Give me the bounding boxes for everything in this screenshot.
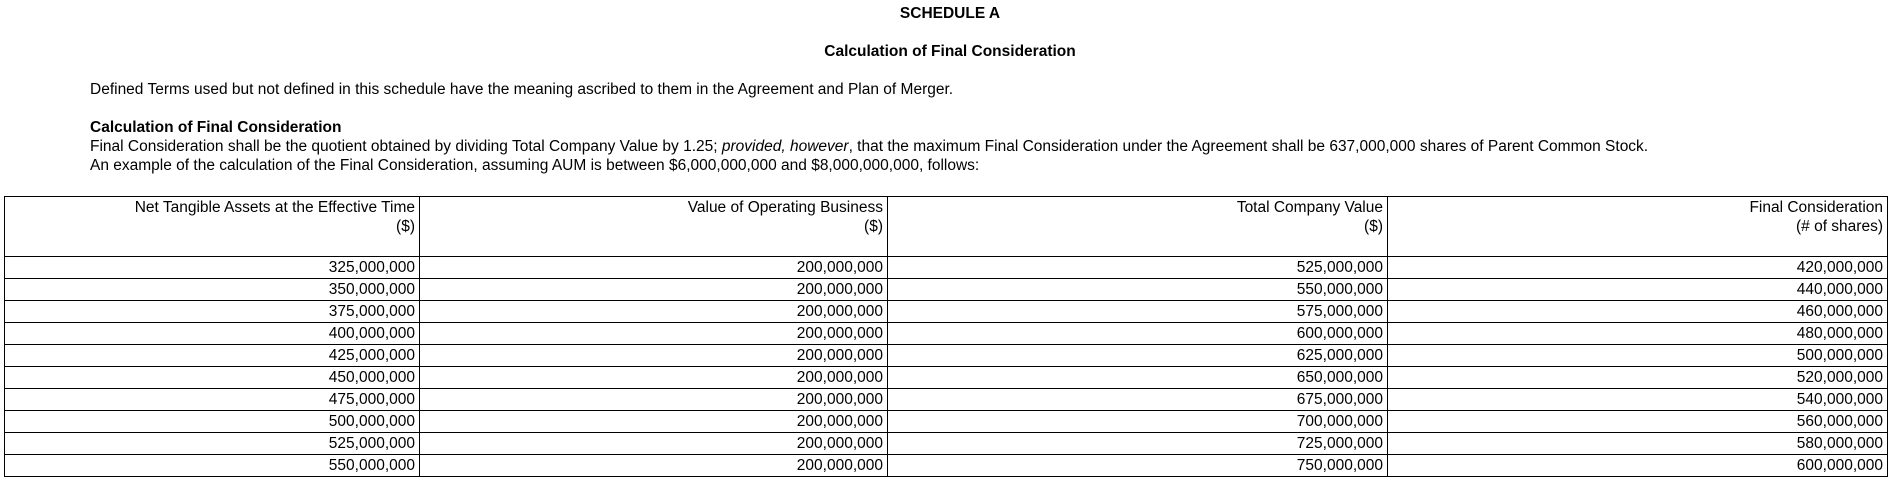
final-consideration-cell: 420,000,000	[1388, 257, 1888, 279]
final-consideration-cell: 580,000,000	[1388, 433, 1888, 455]
final-consideration-cell: 440,000,000	[1388, 279, 1888, 301]
operating-business-value-cell: 200,000,000	[420, 411, 888, 433]
net-tangible-assets-cell: 375,000,000	[5, 301, 420, 323]
consideration-table	[4, 196, 1888, 477]
operating-business-value-cell: 200,000,000	[420, 367, 888, 389]
net-tangible-assets-cell: 450,000,000	[5, 367, 420, 389]
total-company-value-cell: 550,000,000	[888, 279, 1388, 301]
schedule-title: SCHEDULE A	[899, 5, 1001, 22]
total-company-value-cell: 700,000,000	[888, 411, 1388, 433]
table-body	[5, 257, 1888, 477]
final-consideration-cell: 520,000,000	[1388, 367, 1888, 389]
operating-business-value-cell: 200,000,000	[420, 323, 888, 345]
table-row	[5, 279, 1888, 301]
final-consideration-cell: 540,000,000	[1388, 389, 1888, 411]
net-tangible-assets-cell: 325,000,000	[5, 257, 420, 279]
final-consideration-cell: 500,000,000	[1388, 345, 1888, 367]
table-row	[5, 367, 1888, 389]
header-final-consideration	[1388, 197, 1888, 257]
header-unit: ($)	[396, 218, 415, 235]
total-company-value-cell: 675,000,000	[888, 389, 1388, 411]
header-unit: ($)	[864, 218, 883, 235]
header-label: Net Tangible Assets at the Effective Time	[134, 199, 415, 216]
header-unit: (# of shares)	[1795, 218, 1883, 235]
operating-business-value-cell: 200,000,000	[420, 279, 888, 301]
net-tangible-assets-cell: 350,000,000	[5, 279, 420, 301]
header-net-tangible-assets	[5, 197, 420, 257]
net-tangible-assets-cell: 475,000,000	[5, 389, 420, 411]
table-row	[5, 433, 1888, 455]
header-total-company-value	[888, 197, 1388, 257]
operating-business-value-cell: 200,000,000	[420, 345, 888, 367]
header-unit: ($)	[1364, 218, 1383, 235]
net-tangible-assets-cell: 425,000,000	[5, 345, 420, 367]
consideration-definition-paragraph	[90, 138, 1648, 156]
header-label: Final Consideration	[1749, 199, 1883, 216]
total-company-value-cell: 725,000,000	[888, 433, 1388, 455]
operating-business-value-cell: 200,000,000	[420, 433, 888, 455]
table-row	[5, 411, 1888, 433]
table-row	[5, 455, 1888, 477]
net-tangible-assets-cell: 400,000,000	[5, 323, 420, 345]
header-label: Total Company Value	[1236, 199, 1383, 216]
paragraph-text: , that the maximum Final Consideration under the Agreement shall be 637,000,000 shares of Parent Common Stock.	[848, 138, 1649, 155]
final-consideration-cell: 600,000,000	[1388, 455, 1888, 477]
section-heading: Calculation of Final Consideration	[90, 119, 342, 136]
operating-business-value-cell: 200,000,000	[420, 257, 888, 279]
intro-paragraph: Defined Terms used but not defined in this schedule have the meaning ascribed to them in the Agreement and Plan of Merger.	[90, 81, 954, 98]
total-company-value-cell: 600,000,000	[888, 323, 1388, 345]
table-header-row	[5, 197, 1888, 257]
schedule-subtitle: Calculation of Final Consideration	[824, 43, 1076, 60]
final-consideration-cell: 560,000,000	[1388, 411, 1888, 433]
operating-business-value-cell: 200,000,000	[420, 389, 888, 411]
final-consideration-cell: 460,000,000	[1388, 301, 1888, 323]
final-consideration-cell: 480,000,000	[1388, 323, 1888, 345]
net-tangible-assets-cell: 550,000,000	[5, 455, 420, 477]
operating-business-value-cell: 200,000,000	[420, 301, 888, 323]
total-company-value-cell: 625,000,000	[888, 345, 1388, 367]
net-tangible-assets-cell: 525,000,000	[5, 433, 420, 455]
operating-business-value-cell: 200,000,000	[420, 455, 888, 477]
table-row	[5, 389, 1888, 411]
total-company-value-cell: 650,000,000	[888, 367, 1388, 389]
proviso-italic-text: provided, however	[721, 138, 849, 155]
total-company-value-cell: 525,000,000	[888, 257, 1388, 279]
paragraph-text: Final Consideration shall be the quotient obtained by dividing Total Company Value by 1.25;	[90, 138, 722, 155]
header-operating-business-value	[420, 197, 888, 257]
table-row	[5, 301, 1888, 323]
header-label: Value of Operating Business	[687, 199, 883, 216]
table-row	[5, 345, 1888, 367]
total-company-value-cell: 575,000,000	[888, 301, 1388, 323]
net-tangible-assets-cell: 500,000,000	[5, 411, 420, 433]
table-row	[5, 257, 1888, 279]
table-row	[5, 323, 1888, 345]
total-company-value-cell: 750,000,000	[888, 455, 1388, 477]
example-intro-paragraph: An example of the calculation of the Final Consideration, assuming AUM is between $6,000,000,000 and $8,000,000,000, follows:	[90, 157, 980, 174]
